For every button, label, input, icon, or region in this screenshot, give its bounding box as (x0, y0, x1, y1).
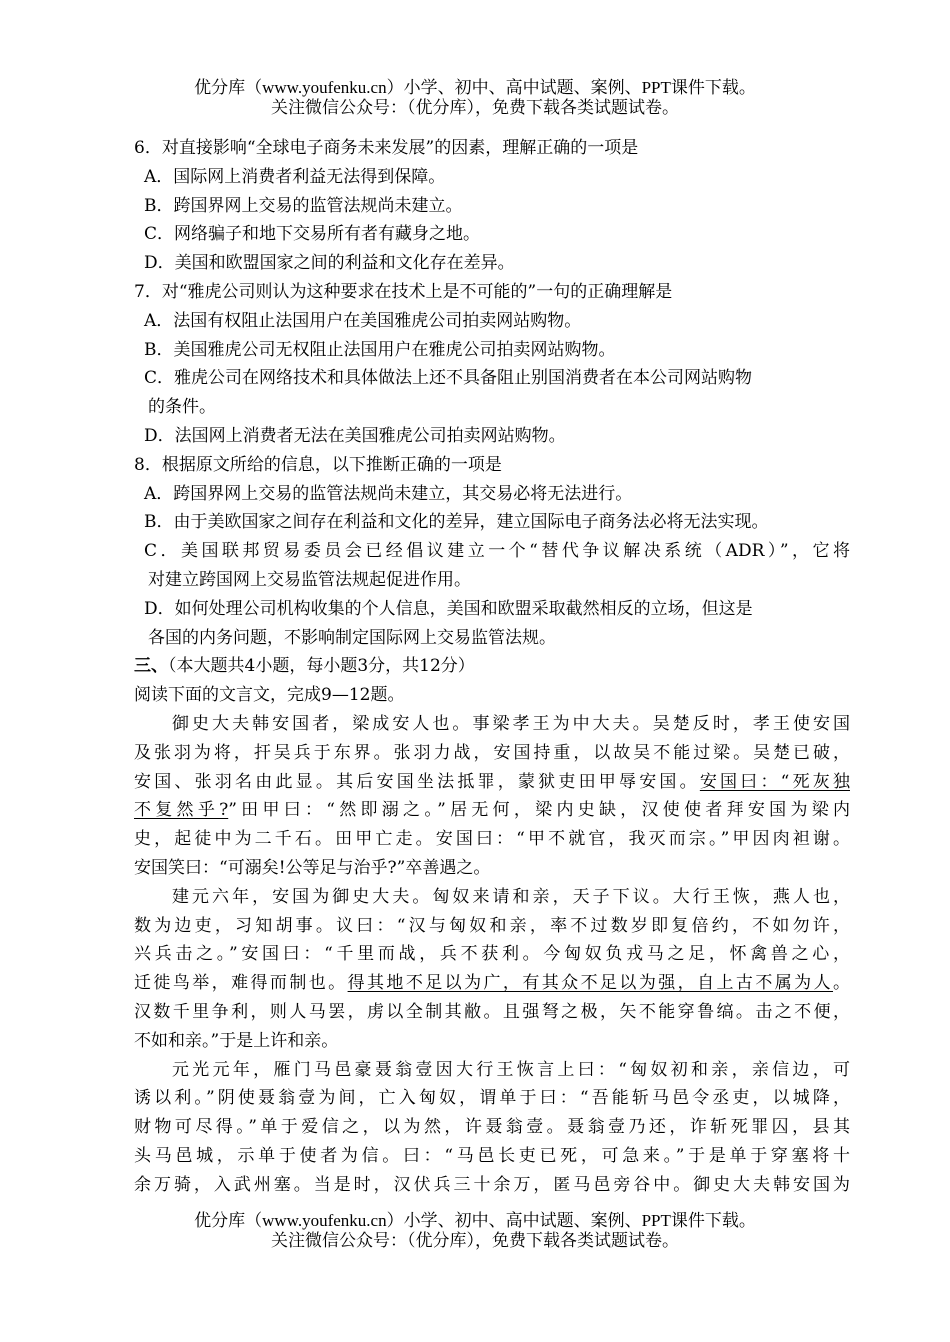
question-8-option-d: D．如何处理公司机构收集的个人信息，美国和欧盟采取截然相反的立场，但这是 (144, 598, 753, 619)
passage-p2-line-2: 数为边吏，习知胡事。议曰：“汉与匈奴和亲，率不过数岁即复倍约，不如勿许， (134, 915, 850, 936)
header-line-2: 关注微信公众号：（优分库），免费下载各类试题试卷。 (271, 98, 679, 117)
question-7-option-b: B．美国雅虎公司无权阻止法国用户在雅虎公司拍卖网站购物。 (144, 339, 616, 360)
section-3-note: （本大题共4小题，每小题3分，共12分） (168, 656, 475, 677)
passage-p2-line-4 (134, 969, 850, 998)
question-8-option-d-cont: 各国的内务问题，不影响制定国际网上交易监管法规。 (148, 627, 556, 648)
footer-line-2: 关注微信公众号：（优分库），免费下载各类试题试卷。 (271, 1231, 679, 1250)
passage-p3-line-3: 财物可尽得。”单于爱信之，以为然，许聂翁壹。聂翁壹乃还，诈斩死罪囚，县其 (134, 1117, 850, 1138)
footer-line-1: 优分库（www.youfenku.cn）小学、初中、高中试题、案例、PPT课件下载。 (194, 1211, 756, 1230)
section-3-heading (134, 652, 850, 681)
underlined-sentence-2: 得其地不足以为广，有其众不足以为强，自上古不属为人 (347, 973, 834, 994)
question-6-option-d: D．美国和欧盟国家之间的利益和文化存在差异。 (144, 253, 515, 274)
passage-p1-text: 安国、张羽名由此显。其后安国坐法抵罪，蒙狱吏田甲辱安国。 (134, 771, 700, 792)
document-body (134, 134, 850, 1199)
passage-p3-line-4: 头马邑城，示单于使者为信。曰：“马邑长吏已死，可急来。”于是单于穿塞将十 (134, 1145, 850, 1166)
passage-p2-line-5: 汉数千里争利，则人马罢，虏以全制其敝。且强弩之极，矢不能穿鲁缟。击之不便， (134, 1001, 850, 1022)
question-6-stem: 6．对直接影响“全球电子商务未来发展”的因素，理解正确的一项是 (134, 138, 639, 158)
passage-p1-line-3 (134, 768, 850, 797)
footer-banner (0, 1211, 950, 1251)
section-3-number: 三、 (134, 656, 168, 677)
passage-p2-line-3: 兴兵击之。”安国曰：“千里而战，兵不获利。今匈奴负戎马之足，怀禽兽之心， (134, 944, 850, 965)
passage-p2-line-6: 不如和亲。”于是上许和亲。 (134, 1030, 339, 1051)
question-8-option-c-cont: 对建立跨国网上交易监管法规起促进作用。 (148, 569, 471, 590)
question-8-option-c: C．美国联邦贸易委员会已经倡议建立一个“替代争议解决系统（ADR）”，它将 (144, 541, 850, 562)
passage-p1-line-4 (134, 796, 850, 825)
question-7-option-c-cont: 的条件。 (148, 397, 216, 418)
question-6-option-a: A．国际网上消费者利益无法得到保障。 (144, 166, 446, 187)
header-line-1: 优分库（www.youfenku.cn）小学、初中、高中试题、案例、PPT课件下载。 (194, 78, 756, 97)
question-7-option-d: D．法国网上消费者无法在美国雅虎公司拍卖网站购物。 (144, 425, 566, 446)
question-7-option-a: A．法国有权阻止法国用户在美国雅虎公司拍卖网站购物。 (144, 310, 582, 331)
passage-p1-line-6: 安国笑曰：“可溺矣!公等足与治乎?”卒善遇之。 (134, 857, 491, 878)
passage-p3-line-1: 元光元年，雁门马邑豪聂翁壹因大行王恢言上曰：“匈奴初和亲，亲信边，可 (172, 1059, 850, 1080)
passage-p1-line-5: 史，起徒中为二千石。田甲亡走。安国曰：“甲不就官，我灭而宗。”甲因肉袒谢。 (134, 829, 850, 850)
passage-p3-line-2: 诱以利。”阴使聂翁壹为间，亡入匈奴，谓单于曰：“吾能斩马邑令丞吏，以城降， (134, 1088, 850, 1109)
passage-p2-period: 。 (833, 973, 850, 994)
passage-p1-line-2: 及张羽为将，扞吴兵于东界。张羽力战，安国持重，以故吴不能过梁。吴楚已破， (134, 742, 850, 763)
question-8-option-a: A．跨国界网上交易的监管法规尚未建立，其交易必将无法进行。 (144, 483, 633, 504)
passage-p2-text: 迁徙鸟举，难得而制也。 (134, 973, 348, 994)
passage-p2-line-1: 建元六年，安国为御史大夫。匈奴来请和亲，天子下议。大行王恢，燕人也， (172, 886, 850, 907)
underlined-sentence-1b: 不复然乎? (134, 800, 229, 821)
question-8-option-b: B．由于美欧国家之间存在利益和文化的差异，建立国际电子商务法必将无法实现。 (144, 512, 769, 533)
question-6-option-c: C．网络骗子和地下交易所有者有藏身之地。 (144, 224, 481, 245)
underlined-sentence-1a: 安国曰：“死灰独 (699, 771, 850, 792)
question-8-stem: 8．根据原文所给的信息，以下推断正确的一项是 (134, 454, 502, 475)
section-3-instruction: 阅读下面的文言文，完成9—12题。 (134, 685, 405, 706)
question-7-stem: 7．对“雅虎公司则认为这种要求在技术上是不可能的”一句的正确理解是 (134, 281, 673, 302)
passage-p3-line-5: 余万骑，入武州塞。当是时，汉伏兵三十余万，匿马邑旁谷中。御史大夫韩安国为 (134, 1174, 850, 1195)
question-7-option-c: C．雅虎公司在网络技术和具体做法上还不具备阻止别国消费者在本公司网站购物 (144, 368, 753, 389)
question-6-option-b: B．跨国界网上交易的监管法规尚未建立。 (144, 195, 463, 216)
passage-p1-text-cont: ”田甲曰：“然即溺之。”居无何，梁内史缺，汉使使者拜安国为梁内 (228, 800, 850, 821)
header-banner (0, 78, 950, 118)
passage-p1-line-1: 御史大夫韩安国者，梁成安人也。事梁孝王为中大夫。吴楚反时，孝王使安国 (172, 713, 850, 734)
